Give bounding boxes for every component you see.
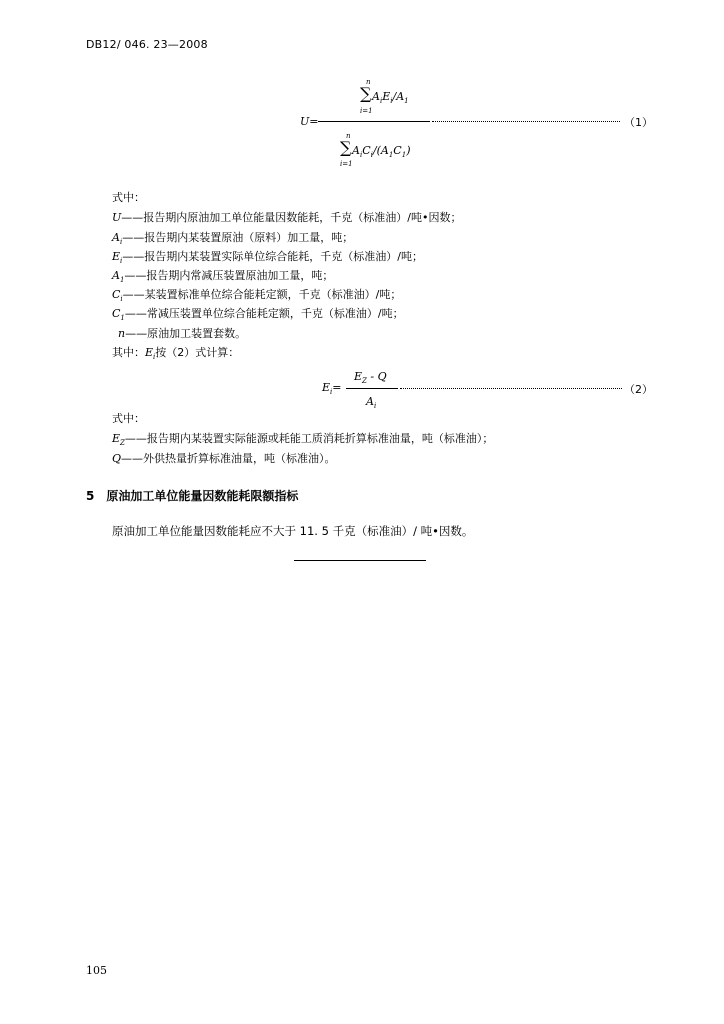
num-sigma-upper: n [366,78,371,86]
formula-2-lhs: $E_i=$ [322,381,342,397]
formula-1-lhs: U= [300,115,319,128]
section-title: 原油加工单位能量因数能耗限额指标 [106,489,299,503]
formula-1-fraction-bar [318,121,430,122]
definition-a1: $A_1——$报告期内常减压装置原油加工量，吨； [112,269,334,285]
formula-2-denominator: $A_i$ [366,395,377,411]
document-number: DB12/ 046. 23—2008 [86,38,208,51]
formula-2-number: （2） [624,383,653,396]
body-paragraph: 原油加工单位能量因数能耗应不大于 11. 5 千克（标准油）/ 吨•因数。 [112,524,474,538]
where-label-2: 式中： [112,412,145,425]
end-rule [294,560,426,561]
den-sigma-lower: i=1 [340,160,353,168]
definition-ez: $E_Z——$报告期内某装置实际能源或耗能工质消耗折算标准油量，吨（标准油）； [112,432,494,448]
formula-1-leader-dots [432,121,620,122]
page-number: 105 [86,964,107,977]
formula-2-fraction-bar [346,388,398,389]
formula-2-numerator: $E_Z$ - Q [354,370,387,386]
definition-c1: $C_1——$常减压装置单位综合能耗定额，千克（标准油）/吨； [112,307,404,323]
definition-u: U——报告期内原油加工单位能量因数能耗，千克（标准油）/吨•因数； [112,211,462,224]
den-expression: $A_iC_i/(A_1C_1)$ [352,144,411,160]
definition-ei: $E_i——$报告期内某装置实际单位综合能耗，千克（标准油）/吨； [112,250,423,266]
num-sigma-lower: i=1 [360,107,373,115]
definition-ci: $C_i——$某装置标准单位综合能耗定额，千克（标准油）/吨； [112,288,402,304]
definition-n: n——原油加工装置套数。 [118,327,247,340]
where-label-1: 式中： [112,191,145,204]
num-sigma-symbol: ∑ [360,84,372,103]
section-heading [86,487,298,504]
section-number: 5 [86,489,95,503]
definition-q: Q——外供热量折算标准油量，吨（标准油）。 [112,452,336,465]
formula-2-leader-dots [400,388,622,389]
formula-1-number: （1） [624,116,653,129]
definition-ai: $A_i——$报告期内某装置原油（原料）加工量，吨； [112,231,354,247]
den-sigma-upper: n [346,132,351,140]
den-sigma-symbol: ∑ [340,138,352,157]
calc-note: 其中：$E_i$按（2）式计算： [112,346,240,362]
num-expression: $A_iE_i/A_1$ [372,90,409,106]
